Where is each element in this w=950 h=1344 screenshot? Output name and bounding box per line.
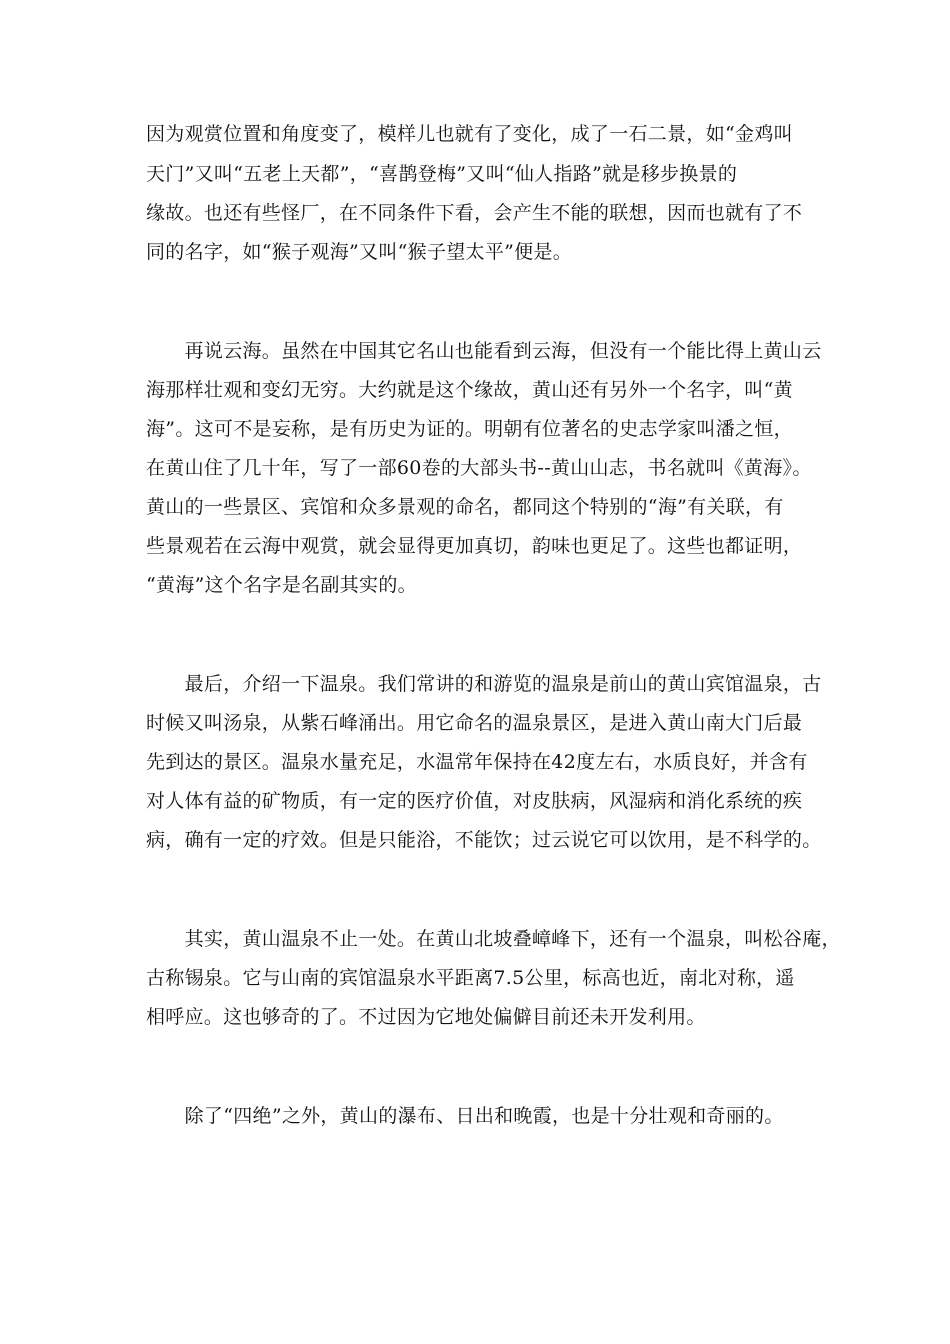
text-line: 天门”又叫“五老上天都”，“喜鹊登梅”又叫“仙人指路”就是移步换景的 <box>146 163 738 185</box>
text-line: 因为观赏位置和角度变了，模样儿也就有了变化，成了一石二景，如“金鸡叫 <box>146 123 793 145</box>
text-line: 海那样壮观和变幻无穷。大约就是这个缘故，黄山还有另外一个名字，叫“黄 <box>146 379 793 401</box>
text-line: 时候又叫汤泉，从紫石峰涌出。用它命名的温泉景区，是进入黄山南大门后最 <box>146 712 803 734</box>
text-line: 先到达的景区。温泉水量充足，水温常年保持在42度左右，水质良好，并含有 <box>146 751 808 773</box>
text-line: 相呼应。这也够奇的了。不过因为它地处偏僻目前还未开发利用。 <box>146 1006 706 1028</box>
text-line: 古称锡泉。它与山南的宾馆温泉水平距离7.5公里，标高也近，南北对称，遥 <box>146 967 795 989</box>
text-line: 缘故。也还有些怪厂，在不同条件下看，会产生不能的联想，因而也就有了不 <box>146 202 803 224</box>
text-line: 同的名字，如“猴子观海”又叫“猴子望太平”便是。 <box>146 241 573 263</box>
text-line: 其实，黄山温泉不止一处。在黄山北坡叠嶂峰下，还有一个温泉，叫松谷庵， <box>146 928 841 950</box>
text-line: 黄山的一些景区、宾馆和众多景观的命名，都同这个特别的“海”有关联，有 <box>146 496 784 518</box>
text-line: “黄海”这个名字是名副其实的。 <box>146 574 417 596</box>
text-line: 些景观若在云海中观赏，就会显得更加真切，韵味也更足了。这些也都证明， <box>146 535 803 557</box>
text-line: 最后，介绍一下温泉。我们常讲的和游览的温泉是前山的黄山宾馆温泉，古 <box>146 673 822 695</box>
text-line: 在黄山住了几十年，写了一部60卷的大部头书--黄山山志，书名就叫《黄海》。 <box>146 457 812 479</box>
text-line: 对人体有益的矿物质，有一定的医疗价值，对皮肤病，风湿病和消化系统的疾 <box>146 790 803 812</box>
text-line: 除了“四绝”之外，黄山的瀑布、日出和晚霞，也是十分壮观和奇丽的。 <box>146 1105 784 1127</box>
text-line: 病，确有一定的疗效。但是只能浴，不能饮；过云说它可以饮用，是不科学的。 <box>146 829 822 851</box>
text-line: 海”。这可不是妄称，是有历史为证的。明朝有位著名的史志学家叫潘之恒， <box>146 418 793 440</box>
text-line: 再说云海。虽然在中国其它名山也能看到云海，但没有一个能比得上黄山云 <box>146 340 822 362</box>
